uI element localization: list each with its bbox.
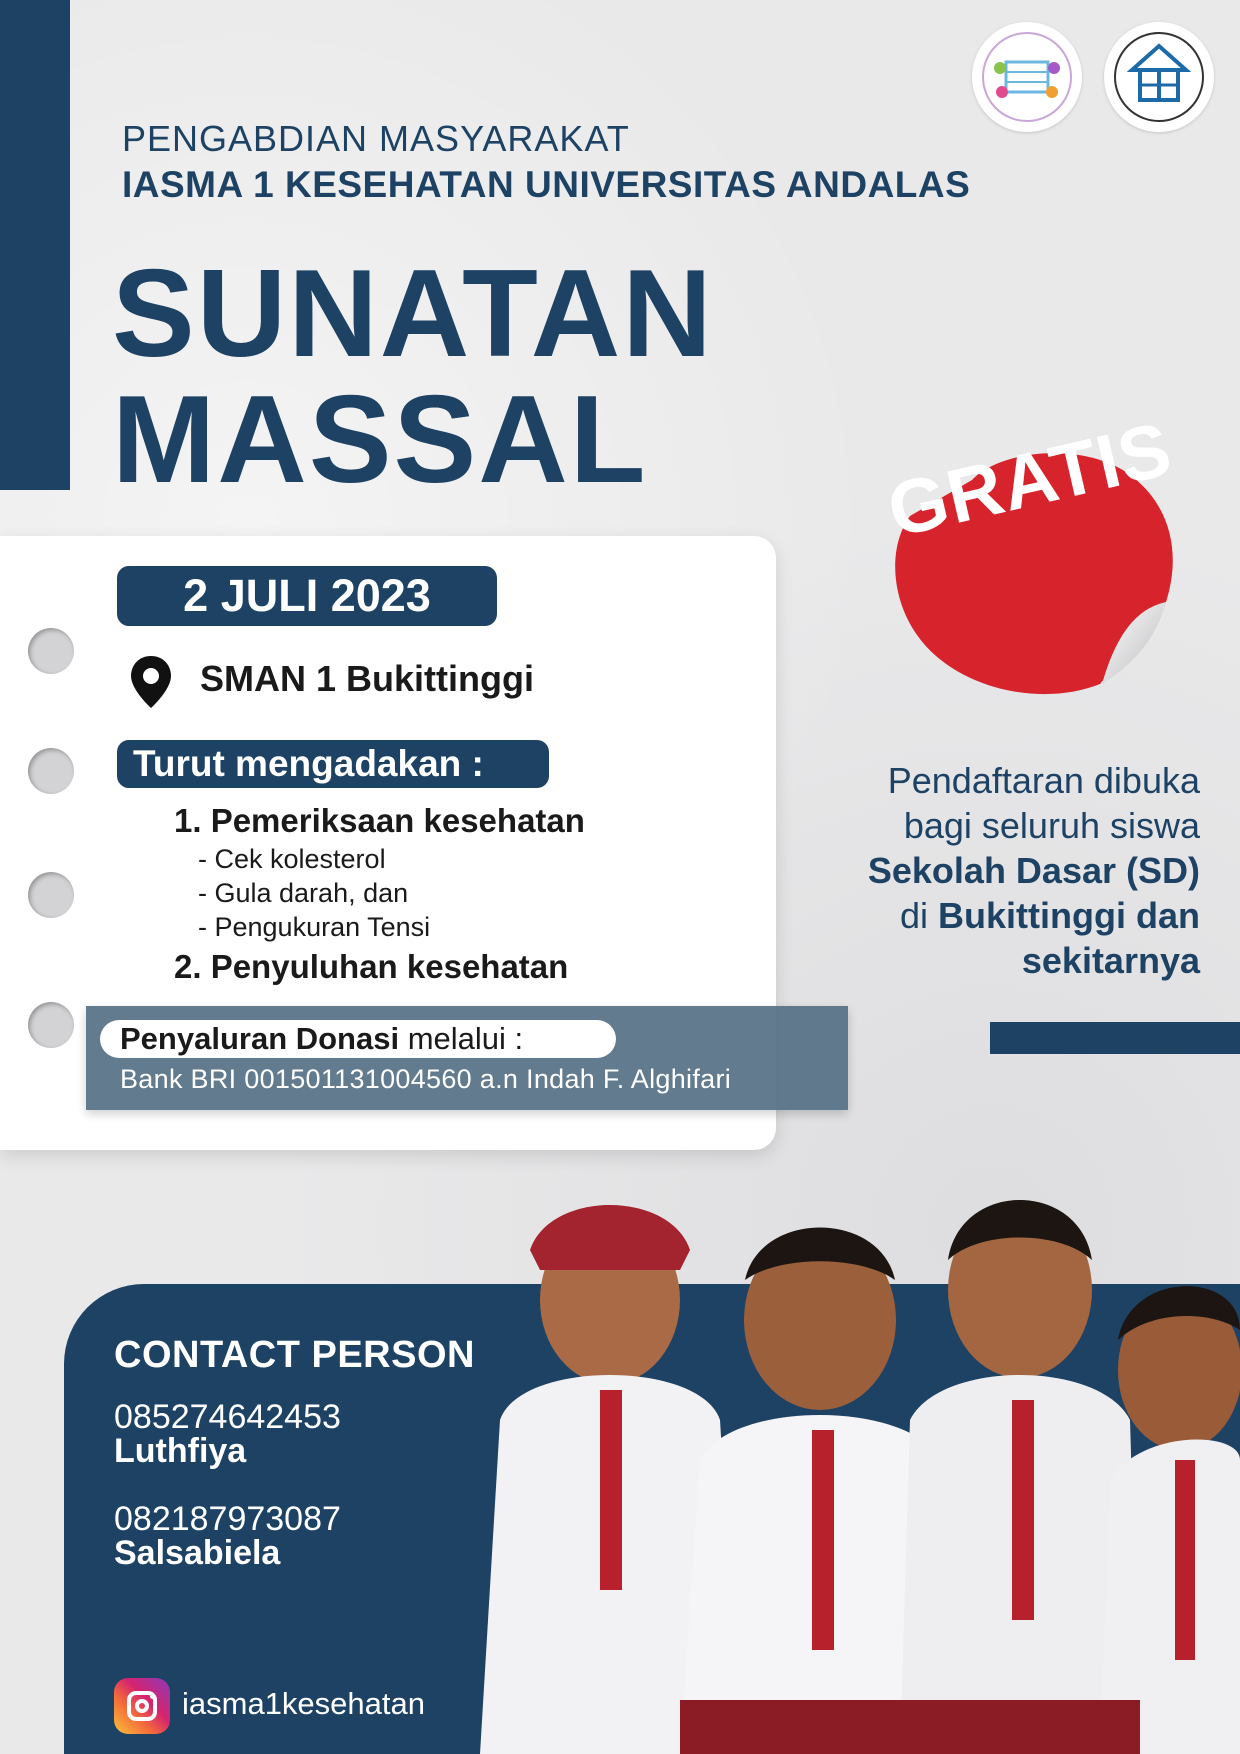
registration-line-bold: Sekolah Dasar (SD): [867, 850, 1200, 891]
registration-line: Pendaftaran dibuka: [887, 760, 1200, 801]
activity-subitem: - Gula darah, dan: [198, 878, 409, 908]
also-holding-label: Turut mengadakan :: [117, 740, 549, 788]
students-photo: [440, 1160, 1240, 1754]
donation-label-bold: Penyaluran Donasi: [120, 1021, 400, 1056]
event-location: SMAN 1 Bukittinggi: [200, 658, 534, 699]
location-pin-icon: [128, 654, 174, 710]
registration-line: di Bukittinggi dan: [900, 895, 1200, 936]
contact-phone[interactable]: 085274642453: [114, 1398, 341, 1436]
activity-item-title: 1. Pemeriksaan kesehatan: [174, 802, 585, 839]
title-line2: MASSAL: [112, 371, 648, 509]
title-line1: SUNATAN: [112, 245, 714, 383]
subtitle-line1: PENGABDIAN MASYARAKAT: [122, 118, 630, 159]
contact-name: Salsabiela: [114, 1534, 281, 1572]
contact-name: Luthfiya: [114, 1432, 247, 1470]
registration-line-bold: sekitarnya: [1021, 940, 1200, 981]
event-date: 2 JULI 2023: [117, 566, 497, 626]
iasma-landbouw-logo: [1104, 22, 1214, 132]
activity-subitem: - Cek kolesterol: [198, 844, 386, 874]
subtitle-line2: IASMA 1 KESEHATAN UNIVERSITAS ANDALAS: [122, 164, 971, 205]
donation-label-rest: melalui :: [399, 1021, 524, 1056]
contact-phone[interactable]: 082187973087: [114, 1500, 341, 1538]
registration-accent-bar: [990, 1022, 1240, 1054]
activity-subitem: - Pengukuran Tensi: [198, 912, 431, 942]
iasma-kesehatan-logo: [972, 22, 1082, 132]
instagram-icon[interactable]: [114, 1678, 170, 1734]
gratis-label: GRATIS: [880, 406, 1180, 554]
binder-hole: [28, 628, 74, 674]
activity-item-title: 2. Penyuluhan kesehatan: [174, 948, 569, 985]
binder-hole: [28, 1002, 74, 1048]
contact-title: CONTACT PERSON: [114, 1334, 475, 1376]
instagram-handle[interactable]: iasma1kesehatan: [182, 1686, 425, 1721]
binder-hole: [28, 872, 74, 918]
registration-line: bagi seluruh siswa: [903, 805, 1200, 846]
registration-info: [780, 758, 1200, 983]
donation-label: [100, 1020, 616, 1058]
left-accent-bar: [0, 0, 70, 490]
binder-hole: [28, 748, 74, 794]
bank-account: Bank BRI 001501131004560 a.n Indah F. Alghifari: [120, 1064, 732, 1094]
